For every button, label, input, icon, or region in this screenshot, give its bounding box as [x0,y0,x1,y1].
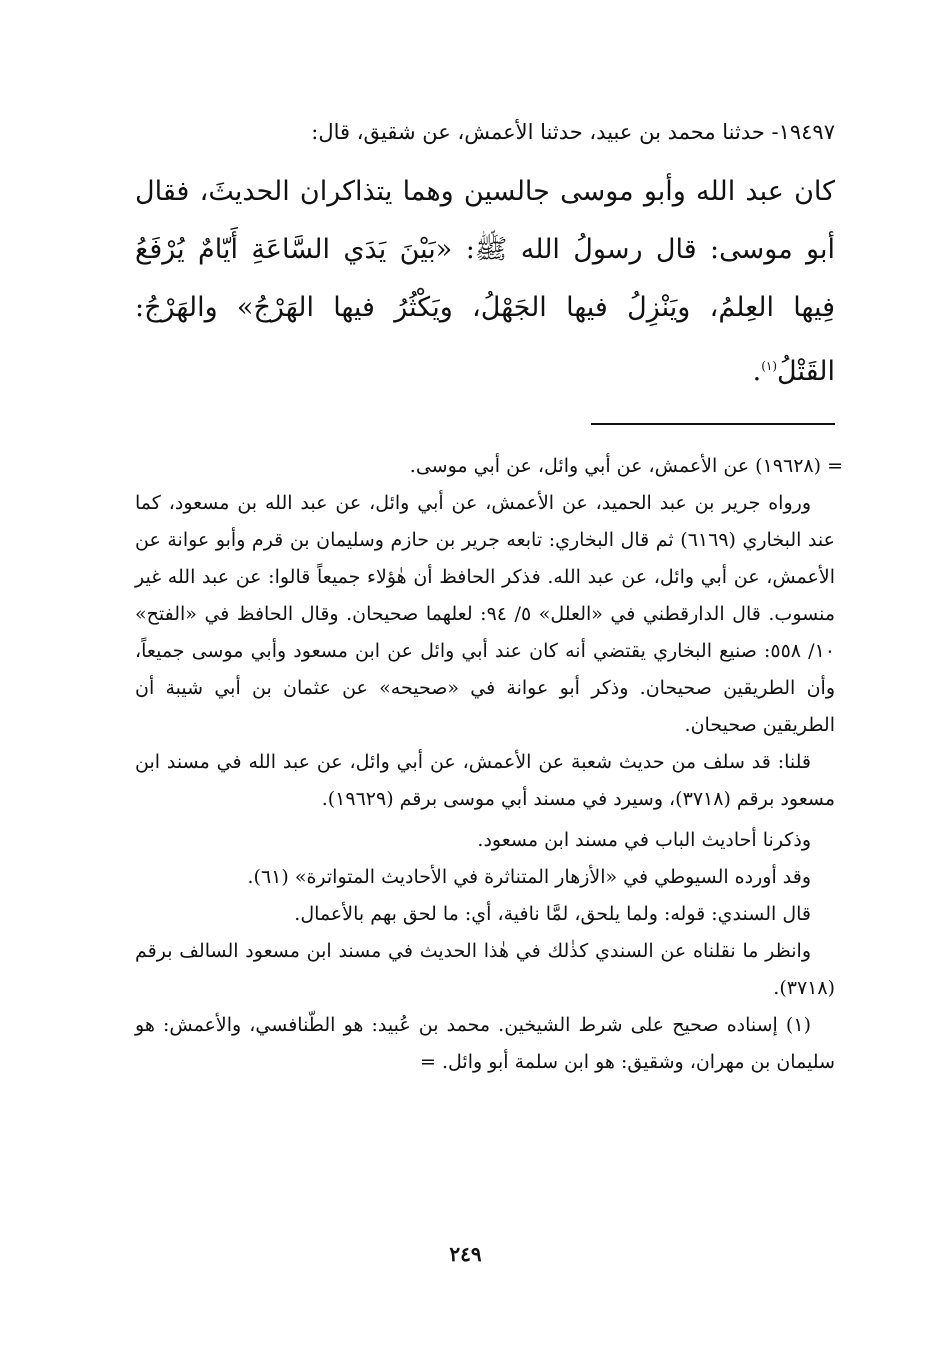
footnote-paragraph: (١٩٦٢٨) عن الأعمش، عن أبي وائل، عن أبي موسى. [409,455,822,477]
page-number: ٢٤٩ [449,1242,482,1266]
hadith-text-end: . [752,356,762,387]
footnote-paragraph: قال السندي: قوله: ولما يلحق، لمَّا نافية، أي: ما لحق بهم بالأعمال. [294,903,811,925]
continuation-marker: = [827,455,843,477]
footnote-paragraph: وقد أورده السيوطي في «الأزهار المتناثرة في الأحاديث المتواترة» (٦١). [247,866,811,888]
footnote-continuation [135,448,843,485]
footnote-1-text: (١) إسناده صحيح على شرط الشيخين. محمد بن عُبيد: هو الطّنافسي، والأعمش: هو سليمان بن مهران، وشقيق: هو ابن سلمة أبو وائل. [135,1014,835,1073]
hadith-heading: ١٩٤٩٧- حدثنا محمد بن عبيد، حدثنا الأعمش، عن شقيق، قال: [311,120,835,144]
footnote-paragraph: وانظر ما نقلناه عن السندي كذٰلك في هٰذا الحديث في مسند ابن مسعود السالف برقم (٣٧١٨). [135,940,835,999]
footnote-reference: (١) [761,359,778,373]
footnote-separator [591,423,835,425]
footnote-1 [135,1007,835,1081]
end-continuation-marker: = [420,1051,436,1073]
footnotes [135,448,843,1081]
hadith-text [135,163,835,401]
footnote-paragraph: قلنا: قد سلف من حديث شعبة عن الأعمش، عن أبي وائل، عن عبد الله في مسند ابن مسعود برقم (٣٧١٨)، وسيرد في مسند أبي موسى برقم (١٩٦٢٩). [135,751,835,810]
footnote-paragraph: وذكرنا أحاديث الباب في مسند ابن مسعود. [477,829,811,851]
footnote-paragraph: ورواه جرير بن عبد الحميد، عن الأعمش، عن أبي وائل، عن عبد الله بن مسعود، كما عند البخاري (٦١٦٩) ثم قال البخاري: تابعه جرير بن حازم وسليمان بن قرم وأبو عوانة عن الأعمش، عن أبي وائل، عن عبد الله. فذكر الحافظ أن هٰؤلاء جميعاً قالوا: عن عبد الله غير منسوب. قال الدارقطني في «العلل» ٥/ ٩٤: لعلهما صحيحان. وقال الحافظ في «الفتح» ١٠/ ٥٥٨: صنيع البخاري يقتضي أنه كان عند أبي وائل عن ابن مسعود وأبي موسى جميعاً، وأن الطريقين صحيحان. وذكر أبو عوانة في «صحيحه» عن عثمان بن أبي شيبة أن الطريقين صحيحان. [135,492,836,736]
hadith-text-main: كان عبد الله وأبو موسى جالسين وهما يتذاكران الحديثَ، فقال أبو موسى: قال رسولُ الله ﷺ: «بَيْنَ يَدَي السَّاعَةِ أَيّامٌ يُرْفَعُ فِيها العِلمُ، ويَنْزِلُ فيها الجَهْلُ، ويَكْثُرُ فيها الهَرْجُ» والهَرْجُ: القَتْلُ [135,176,835,387]
